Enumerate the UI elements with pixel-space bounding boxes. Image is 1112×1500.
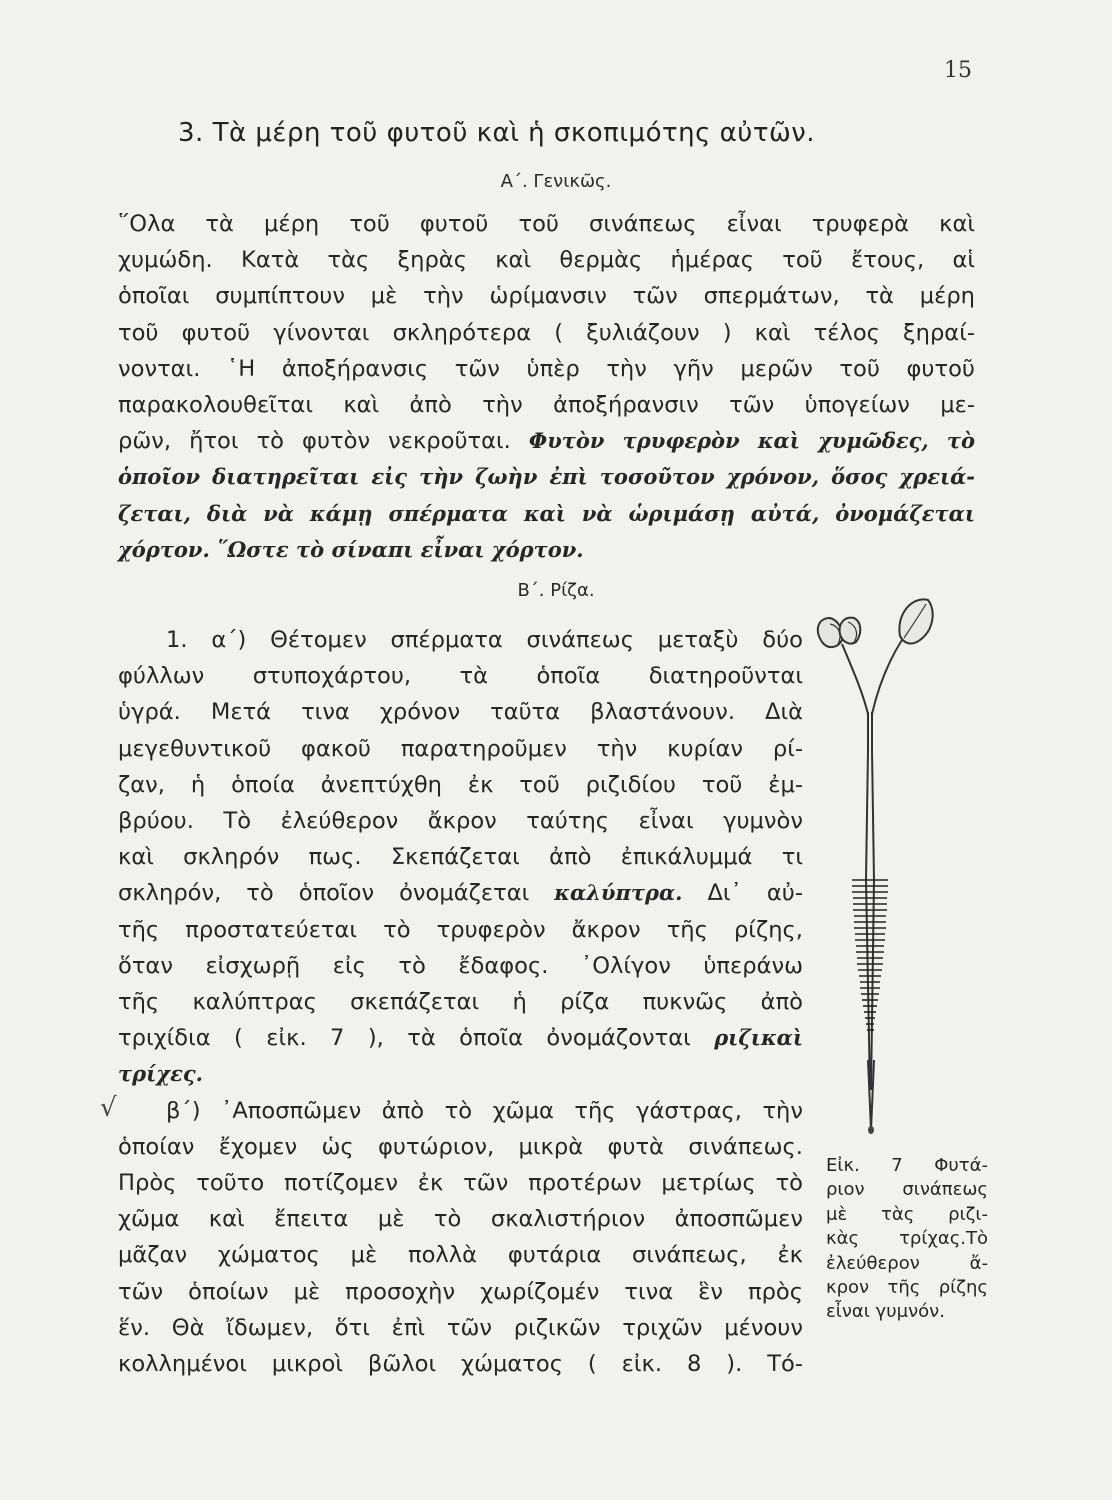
- root-hairs: [852, 880, 888, 1030]
- text-line: τῆς προστατεύεται τὸ τρυφερὸν ἄκρον τῆς ρίζης,: [118, 916, 803, 943]
- hypocotyl: [866, 750, 874, 880]
- text-line: χυμώδη. Κατὰ τὰς ξηρὰς καὶ θερμὰς ἡμέρας τοῦ ἔτους, αἱ: [118, 247, 975, 274]
- text-line: τοῦ φυτοῦ γίνονται σκληρότερα ( ξυλιάζουν ) καὶ τέλος ξηραί-: [118, 319, 975, 346]
- check-mark: √: [100, 1093, 117, 1123]
- text-line: β΄) ᾽Αποσπῶμεν ἀπὸ τὸ χῶμα τῆς γάστρας, τὴν: [166, 1097, 803, 1124]
- text-line: τῆς καλύπτρας σκεπάζεται ἡ ρίζα πυκνῶς ἀπὸ: [118, 989, 803, 1016]
- caption-line: μὲ τὰς ριζι-: [826, 1203, 988, 1225]
- section-heading-root: Β΄. Ρίζα.: [517, 580, 595, 601]
- caption-line: κὰς τρίχας.Τὸ: [826, 1228, 988, 1250]
- plain-text: τριχίδια ( εἰκ. 7 ), τὰ ὁποῖα ὀνομάζονται: [118, 1025, 691, 1052]
- text-line: ὑγρά. Μετά τινα χρόνον ταῦτα βλαστάνουν. Διὰ: [118, 699, 803, 726]
- text-line: ὅταν εἰσχωρῇ εἰς τὸ ἔδαφος. ᾽Ολίγον ὑπεράνω: [118, 952, 803, 979]
- chapter-title: 3. Τὰ μέρη τοῦ φυτοῦ καὶ ἡ σκοπιμότης αὐτῶν.: [178, 118, 816, 148]
- text-line: φύλλων στυποχάρτου, τὰ ὁποῖα διατηροῦνται: [118, 663, 803, 690]
- root-cap: [868, 1126, 874, 1134]
- text-line: βρύου. Τὸ ἐλεύθερον ἄκρον ταύτης εἶναι γυμνὸν: [118, 808, 803, 835]
- figure-caption: [826, 1154, 988, 1325]
- text-line: νονται. ῾Η ἀποξήρανσις τῶν ὑπὲρ τὴν γῆν μερῶν τοῦ φυτοῦ: [118, 355, 975, 382]
- plain-text: Δι᾽ αὐ-: [707, 880, 803, 907]
- section-heading-general: Α΄. Γενικῶς.: [500, 171, 612, 192]
- text-line: μεγεθυντικοῦ φακοῦ παρατηροῦμεν τὴν κυρίαν ρί-: [118, 735, 803, 762]
- text-line: [118, 1020, 803, 1056]
- caption-line: ἐλεύθερον ἄ-: [826, 1252, 988, 1274]
- plain-text: ρῶν, ἤτοι τὸ φυτὸν νεκροῦται.: [118, 428, 511, 455]
- text-line: παρακολουθεῖται καὶ ἀπὸ τὴν ἀποξήρανσιν τῶν ὑπογείων με-: [118, 392, 975, 419]
- text-line: ὁποῖαι συμπίπτουν μὲ τὴν ὡρίμανσιν τῶν σπερμάτων, τὰ μέρη: [118, 283, 975, 310]
- seedling-figure: [808, 590, 938, 1150]
- page-number: 15: [944, 58, 972, 83]
- intro-paragraph: [118, 206, 975, 568]
- text-line: ἕν. Θὰ ἴδωμεν, ὅτι ἐπὶ τῶν ριζικῶν τριχῶν μένουν: [118, 1314, 803, 1341]
- definition-line: χόρτον. ῞Ωστε τὸ σίναπι εἶναι χόρτον.: [118, 536, 584, 562]
- text-line: 1. α΄) Θέτομεν σπέρματα σινάπεως μεταξὺ δύο: [166, 627, 803, 653]
- text-line: χῶμα καὶ ἔπειτα μὲ τὸ σκαλιστήριον ἀποσπῶμεν: [118, 1206, 803, 1233]
- term-calyptra: καλύπτρα.: [554, 880, 683, 906]
- term-root-hairs-cont: τρίχες.: [118, 1061, 203, 1087]
- text-line: κολλημένοι μικροὶ βῶλοι χώματος ( εἰκ. 8 ). Τό-: [118, 1351, 803, 1378]
- text-line: [118, 423, 975, 459]
- stem-main: [868, 712, 872, 750]
- caption-line: κρον τῆς ρίζης: [826, 1277, 988, 1299]
- term-root-hairs: ριζικαὶ: [714, 1025, 804, 1051]
- definition-line: ὁποῖον διατηρεῖται εἰς τὴν ζωὴν ἐπὶ τοσοῦτον χρόνον, ὅσος χρειά-: [118, 464, 975, 490]
- text-line: ὁποίαν ἔχομεν ὡς φυτώριον, μικρὰ φυτὰ σινάπεως.: [118, 1133, 803, 1160]
- text-line: μᾶζαν χώματος μὲ πολλὰ φυτάρια σινάπεως, ἐκ: [118, 1242, 803, 1269]
- text-line: τῶν ὁποίων μὲ προσοχὴν χωρίζομέν τινα ἓν πρὸς: [118, 1278, 803, 1305]
- stem-right: [872, 640, 902, 714]
- text-line: ζαν, ἡ ὁποία ἀνεπτύχθη ἐκ τοῦ ριζιδίου τοῦ ἐμ-: [118, 771, 803, 798]
- cotyledon-mid: [840, 618, 861, 644]
- text-line: [118, 875, 803, 911]
- stem-left: [842, 644, 868, 714]
- text-line: καὶ σκληρόν πως. Σκεπάζεται ἀπὸ ἐπικάλυμμά τι: [118, 844, 803, 871]
- definition-line: ζεται, διὰ νὰ κάμῃ σπέρματα καὶ νὰ ὡριμάσῃ αὐτά, ὀνομάζεται: [118, 500, 975, 526]
- text-line: Πρὸς τοῦτο ποτίζομεν ἐκ τῶν προτέρων μετρίως τὸ: [118, 1170, 803, 1197]
- main-root: [866, 880, 874, 1090]
- caption-line: Εἰκ. 7 Φυτά-: [826, 1155, 988, 1176]
- caption-line: ριον σινάπεως: [826, 1179, 988, 1201]
- caption-line: εἶναι γυμνόν.: [826, 1301, 945, 1323]
- definition-text: Φυτὸν τρυφερὸν καὶ χυμῶδες, τὸ: [528, 428, 976, 454]
- plain-text: σκληρόν, τὸ ὁποῖον ὀνομάζεται: [118, 880, 530, 907]
- text-line: ῞Ολα τὰ μέρη τοῦ φυτοῦ τοῦ σινάπεως εἶναι τρυφερὰ καὶ: [118, 211, 975, 237]
- root-paragraph: [118, 622, 803, 1382]
